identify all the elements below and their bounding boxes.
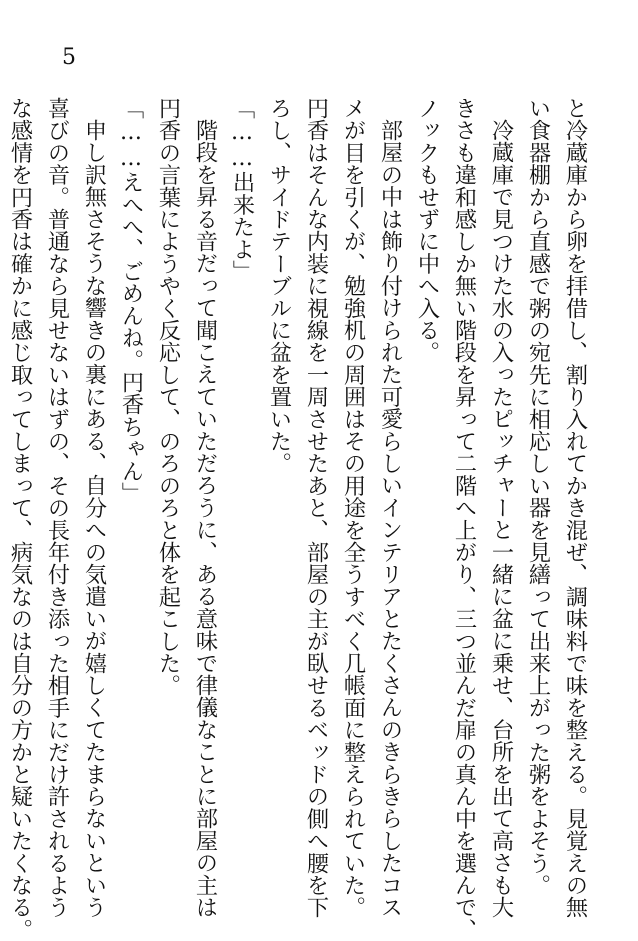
text-column-16: な感情を円香は確かに感じ取ってしまって、病気なのは自分の方かと疑いたくなる。 <box>7 97 33 941</box>
text-column-5: ノックもせずに中へ入る。 <box>414 97 440 364</box>
text-column-1: と冷蔵庫から卵を拝借し、割り入れてかき混ぜ、調味料で味を整える。見覚えの無 <box>562 97 588 919</box>
text-column-13: 「……えへへ、ごめんね。円香ちゃん」 <box>118 97 144 505</box>
text-column-10: 「……出来たよ」 <box>229 97 255 283</box>
text-column-6: 部屋の中は飾り付けられた可愛らしいインテリアとたくさんのきらきらしたコス <box>377 119 403 919</box>
vertical-text-block <box>7 97 588 941</box>
text-column-4: きさも違和感しか無い階段を昇って二階へ上がり、三つ並んだ扉の真ん中を選んで、 <box>451 97 477 941</box>
text-column-3: 冷蔵庫で見つけた水の入ったピッチャーと一緒に盆に乗せ、台所を出て高さも大 <box>488 119 514 919</box>
text-column-14: 申し訳無さそうな響きの裏にある、自分への気遣いが嬉しくてたまらないという <box>81 119 107 919</box>
text-column-11: 階段を昇る音だって聞こえていただろうに、ある意味で律儀なことに部屋の主は <box>192 119 218 919</box>
text-column-15: 喜びの音。普通なら見せないはずの、その長年付き添った相手にだけ許されるよう <box>44 97 70 919</box>
text-column-9: ろし、サイドテーブルに盆を置いた。 <box>266 97 292 475</box>
page-number: 5 <box>62 45 76 70</box>
text-column-7: メが目を引くが、勉強机の周囲はその用途を全うすべく几帳面に整えられていた。 <box>340 97 366 919</box>
text-column-2: い食器棚から直感で粥の宛先に相応しい器を見繕って出来上がった粥をよそう。 <box>525 97 551 897</box>
text-column-12: 円香の言葉にようやく反応して、のろのろと体を起こした。 <box>155 97 181 697</box>
text-column-8: 円香はそんな内装に視線を一周させたあと、部屋の主が臥せるベッドの側へ腰を下 <box>303 97 329 919</box>
